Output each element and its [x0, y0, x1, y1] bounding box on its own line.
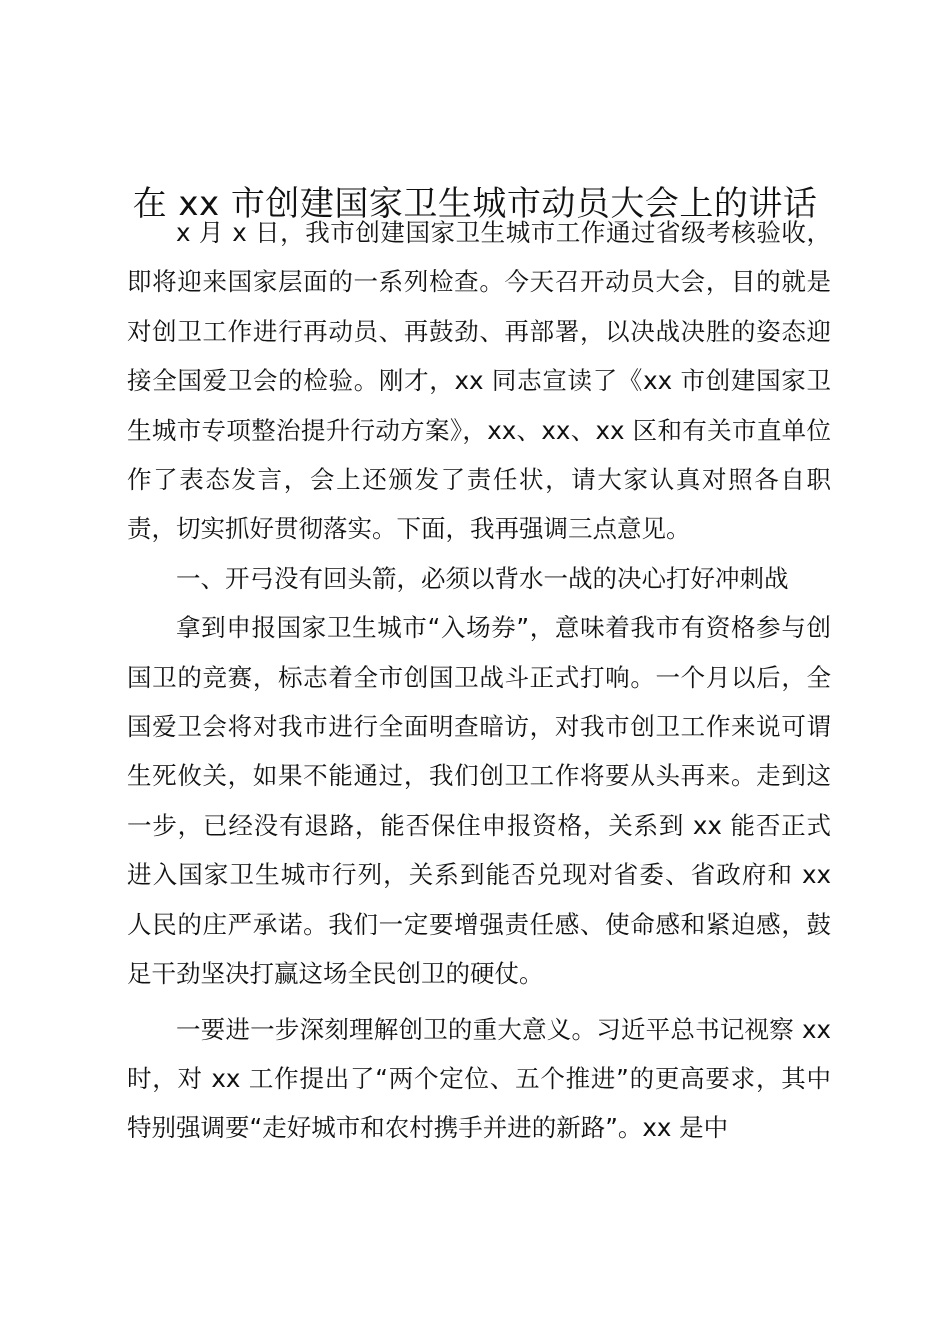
intro-paragraph: x 月 x 日，我市创建国家卫生城市工作通过省级考核验收，即将迎来国家层面的一系列检查。今天召开动员大会，目的就是对创卫工作进行再动员、再鼓劲、再部署，以决战决胜的姿态迎接全国爱卫会的检验。刚才，xx 同志宣读了《xx 市创建国家卫生城市专项整治提升行动方案》，xx、xx、xx 区和有关市直单位作了表态发言，会上还颁发了责任状，请大家认真对照各自职责，切实抓好贯彻落实。下面，我再强调三点意见。	[127, 218, 831, 544]
document-body	[127, 208, 831, 1153]
point-paragraph: 一要进一步深刻理解创卫的重大意义。习近平总书记视察 xx 时，对 xx 工作提出了“两个定位、五个推进”的更高要求，其中特别强调要“走好城市和农村携手并进的新路”。xx 是中	[127, 1014, 831, 1143]
document-title: 在 xx 市创建国家卫生城市动员大会上的讲话	[132, 184, 818, 224]
section-paragraph: 拿到申报国家卫生城市“入场券”，意味着我市有资格参与创国卫的竞赛，标志着全市创国卫战斗正式打响。一个月以后，全国爱卫会将对我市进行全面明查暗访，对我市创卫工作来说可谓生死攸关，如果不能通过，我们创卫工作将要从头再来。走到这一步，已经没有退路，能否保住申报资格，关系到 xx 能否正式进入国家卫生城市行列，关系到能否兑现对省委、省政府和 xx 人民的庄严承诺。我们一定要增强责任感、使命感和紧迫感，鼓足干劲坚决打赢这场全民创卫的硬仗。	[127, 613, 831, 989]
section-heading: 一、开弓没有回头箭，必须以背水一战的决心打好冲刺战	[176, 563, 789, 593]
